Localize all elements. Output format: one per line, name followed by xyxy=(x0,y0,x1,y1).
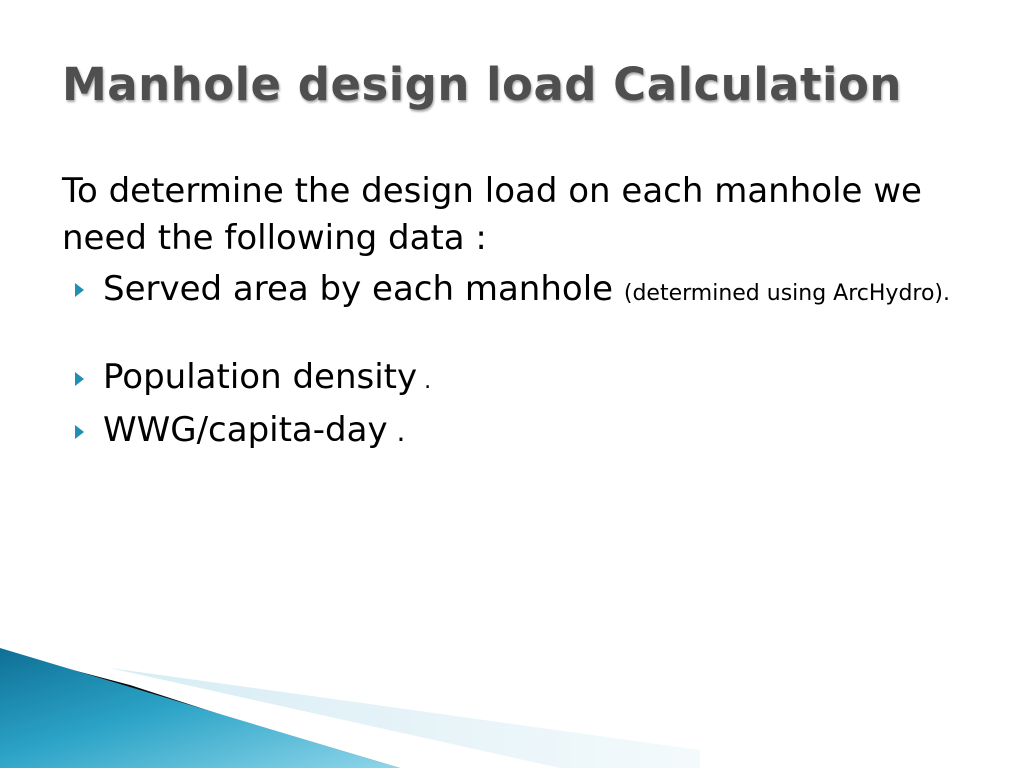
bullet-text: WWG/capita-day xyxy=(103,410,388,450)
intro-text: To determine the design load on each manhole we need the following data : xyxy=(62,171,922,258)
bullet-item-served-area xyxy=(72,266,952,354)
bullet-end: . xyxy=(417,369,432,394)
bullet-note: (determined using ArcHydro) xyxy=(623,281,944,306)
bullet-end: . xyxy=(387,415,406,448)
bullet-end: . xyxy=(943,281,951,306)
bullet-list xyxy=(72,266,952,457)
bullet-text: Served area by each manhole xyxy=(103,269,624,309)
triangle-right-icon xyxy=(75,372,84,386)
slide-title: Manhole design load Calculation xyxy=(62,58,902,111)
bullet-text: Population density xyxy=(103,357,418,397)
bullet-item-wwg xyxy=(72,407,952,457)
decorative-swoosh xyxy=(0,640,1024,768)
triangle-right-icon xyxy=(75,425,84,439)
triangle-right-icon xyxy=(75,283,84,297)
bullet-item-population-density xyxy=(72,354,952,407)
